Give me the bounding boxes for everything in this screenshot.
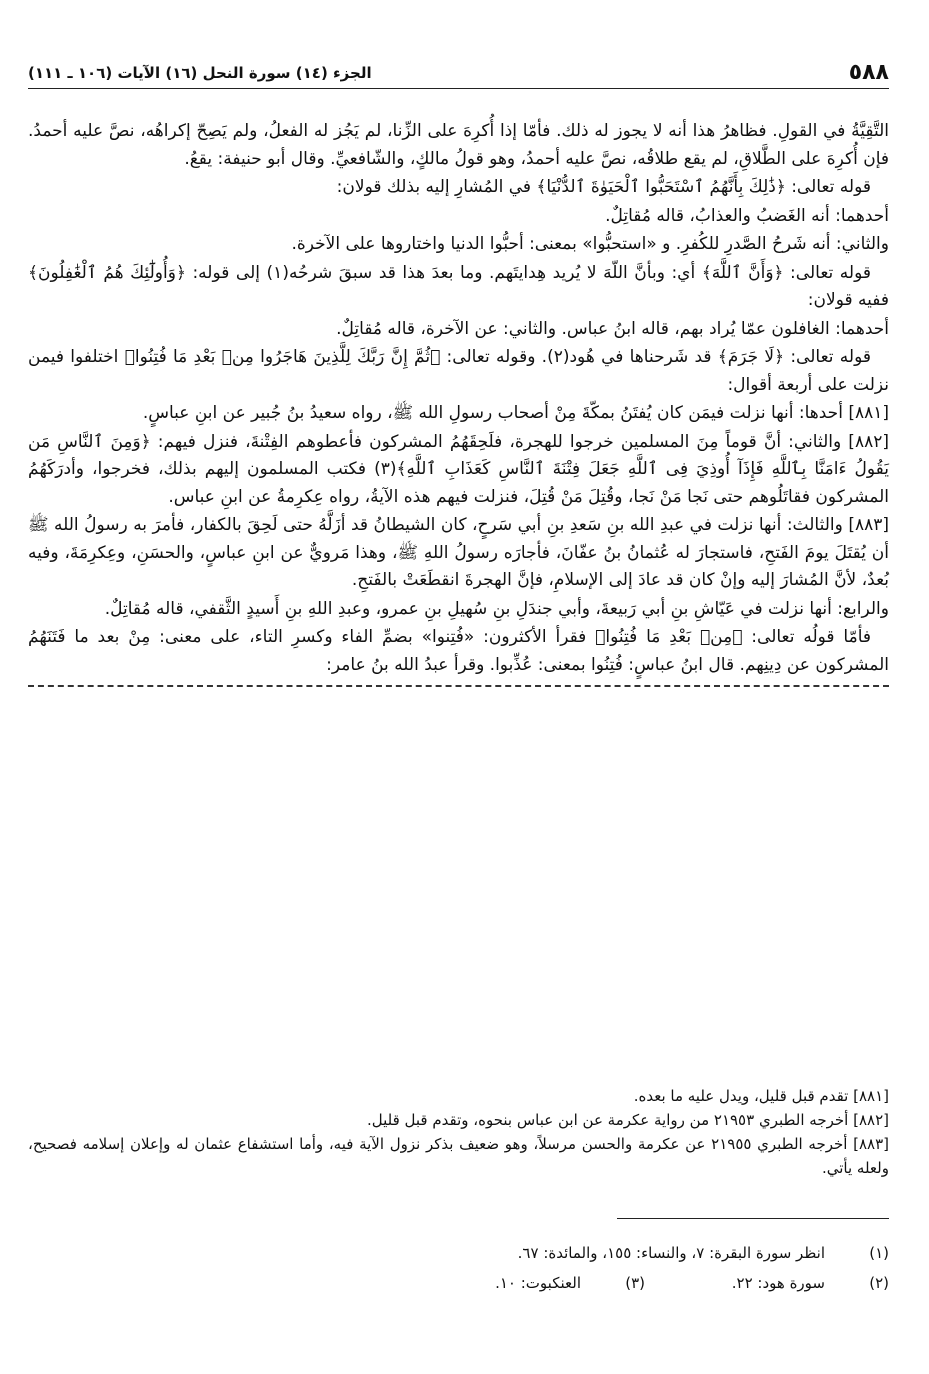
paragraph-qiraat: فأمّا قولُه تعالى: ﴿مِنۢ بَعْدِ مَا فُتِنُوا﴾ فقرأ الأكثرون: «فُتِنوا» بضمِّ الفاء وكسرِ التاء، على معنى: مِنْ بعد ما فَتَنَهُمُ المشركون عن دِينِهم. قال ابنُ عباسٍ: فُتِنُوا بمعنى: عُذِّبوا. وقرأ عبدُ الله بنُ عامر: <box>28 627 889 675</box>
footnote-1-mark: (١) <box>869 1244 889 1262</box>
footnote-3-mark: (٣) <box>625 1274 645 1292</box>
page-header <box>28 58 889 89</box>
main-text <box>28 118 889 697</box>
footnote-3-text: العنكبوت: ١٠. <box>495 1274 581 1292</box>
paragraph-verse-1: قوله تعالى: ﴿ذَٰلِكَ بِأَنَّهُمُ ٱسْتَحَبُّوا ٱلْحَيَوٰةَ ٱلدُّنْيَا﴾ في المُشارِ إليه بذلك قولان: <box>336 177 871 197</box>
takhrij-881: [٨٨١] تقدم قبل قليل، ويدل عليه ما بعده. <box>633 1087 889 1105</box>
paragraph-taqiyya: التَّقِيَّةُ في القولِ. فظاهرُ هذا أنه لا يجوز له ذلك. فأمّا إذا أُكرِهَ على الزِّنا، لم يَجُز له الفعلُ، ولم يَصِحّ إكراهُه، نصَّ عليه أحمدُ. فإن أُكرِهَ على الطَّلاقِ، لم يقع طلاقُه، نصَّ عليه أحمدُ، وهو قولُ مالكٍ، والشّافعيِّ. وقال أبو حنيفة: يقعُ. <box>28 121 889 169</box>
paragraph-opinion-2: والثاني: أنه شَرحُ الصَّدرِ للكُفرِ. و «استحبُّوا» بمعنى: أحبُّوا الدنيا واختاروها على الآخرة. <box>291 234 889 254</box>
footnote-rule <box>617 1218 889 1219</box>
footnote-1 <box>28 1238 889 1268</box>
running-head: الجزء (١٤) سورة النحل (١٦) الآيات (١٠٦ ـ ١١١) <box>28 64 372 82</box>
paragraph-opinion-1: أحدهما: أنه الغَضبُ والعذابُ، قاله مُقاتِلٌ. <box>605 205 889 226</box>
paragraph-verse-2: قوله تعالى: ﴿وَأَنَّ ٱللَّهَ﴾ أي: وبأنَّ اللّهَ لا يُريد هِدايتَهم. وما بعدَ هذا قد سبقَ شرحُه(١) إلى قوله: ﴿وَأُولَٰٓئِكَ هُمُ ٱلْغَٰفِلُونَ﴾ ففيه قولان: <box>28 262 889 310</box>
dashed-separator <box>28 685 889 687</box>
takhrij-882: [٨٨٢] أخرجه الطبري ٢١٩٥٣ من رواية عكرمة عن ابن عباس بنحوه، وتقدم قبل قليل. <box>366 1111 889 1129</box>
paragraph-882: [٨٨٢] والثاني: أنَّ قوماً مِنَ المسلمين خرجوا للهجرة، فلَحِقَهُمُ المشركون فأعطوهم الفِتْنةَ، فنزل فيهم: ﴿وَمِنَ ٱلنَّاسِ مَن يَقُولُ ءَامَنَّا بِٱللَّهِ فَإِذَآ أُوذِيَ فِى ٱللَّهِ جَعَلَ فِتْنَةَ ٱلنَّاسِ كَعَذَابِ ٱللَّهِ﴾(٣) فكتب المسلمون إليهم بذلك، فخرجوا، وأدرَكَهُمُ المشركون فقاتَلُوهم حتى نَجا مَنْ نَجا، وقُتِلَ مَنْ قُتِلَ، فنزلت فيهم هذه الآيةُ، رواه عِكرِمةُ عن ابنِ عباس. <box>28 431 890 507</box>
takhrij-883: [٨٨٣] أخرجه الطبري ٢١٩٥٥ عن عكرمة والحسن مرسلاً، وهو ضعيف بذكر نزول الآية فيه، وأما استشفاع عثمان له وإعلان إسلامه فصحيح، ولعله يأتي. <box>28 1135 889 1177</box>
paragraph-883: [٨٨٣] والثالث: أنها نزلت في عبدِ الله بنِ سَعدِ بنِ أبي سَرحٍ، كان الشيطانُ قد أزَلَّهُ حتى لَحِقَ بالكفار، فأمرَ به رسولُ الله ﷺ أن يُقتَلَ يومَ الفَتحِ، فاستجارَ له عُثمانُ بنُ عفّانَ، فأجارَه رسولُ اللهِ ﷺ، وهذا مَرويٌّ عن ابنِ عباسٍ، والحسَنِ، وعِكرِمَةَ، وفيه بُعدٌ، لأنَّ المُشارَ إليه وإنْ كان قد عادَ إلى الإسلامِ، فإنَّ الهجرةَ انقطَعَتْ بالفَتحِ. <box>28 515 889 590</box>
paragraph-fourth: والرابع: أنها نزلت في عَيّاشِ بنِ أبي رَبيعةَ، وأبي جندَلِ بنِ سُهيلِ بنِ عمرو، وعبدِ اللهِ بنِ أَسيدٍ الثَّقفي، قاله مُقاتِلٌ. <box>104 598 889 619</box>
paragraph-verse-3: قوله تعالى: ﴿لَا جَرَمَ﴾ قد شَرحناها في هُود(٢). وقوله تعالى: ﴿ثُمَّ إِنَّ رَبَّكَ لِلَّذِينَ هَاجَرُوا مِنۢ بَعْدِ مَا فُتِنُوا﴾ اختلفوا فيمن نزلت على أربعة أقوال: <box>28 347 889 395</box>
footnote-row-2 <box>28 1268 889 1298</box>
footnote-1-text: انظر سورة البقرة: ٧، والنساء: ١٥٥، والمائدة: ٦٧. <box>517 1244 825 1262</box>
footnote-2-mark: (٢) <box>869 1274 889 1292</box>
paragraph-881: [٨٨١] أحدها: أنها نزلت فيمَن كان يُفتَنُ بمكّةَ مِنْ أصحاب رسولِ الله ﷺ، رواه سعيدُ بنُ جُبير عن ابنِ عباسٍ. <box>142 403 889 423</box>
takhrij-notes <box>28 1084 889 1180</box>
footnote-2-text: سورة هود: ٢٢. <box>731 1274 825 1292</box>
footnotes <box>28 1238 889 1298</box>
paragraph-ghafilun: أحدهما: الغافلون عمّا يُراد بهم، قاله ابنُ عباس. والثاني: عن الآخرة، قاله مُقاتِلٌ. <box>336 318 889 339</box>
page-number: ٥٨٨ <box>848 60 889 85</box>
